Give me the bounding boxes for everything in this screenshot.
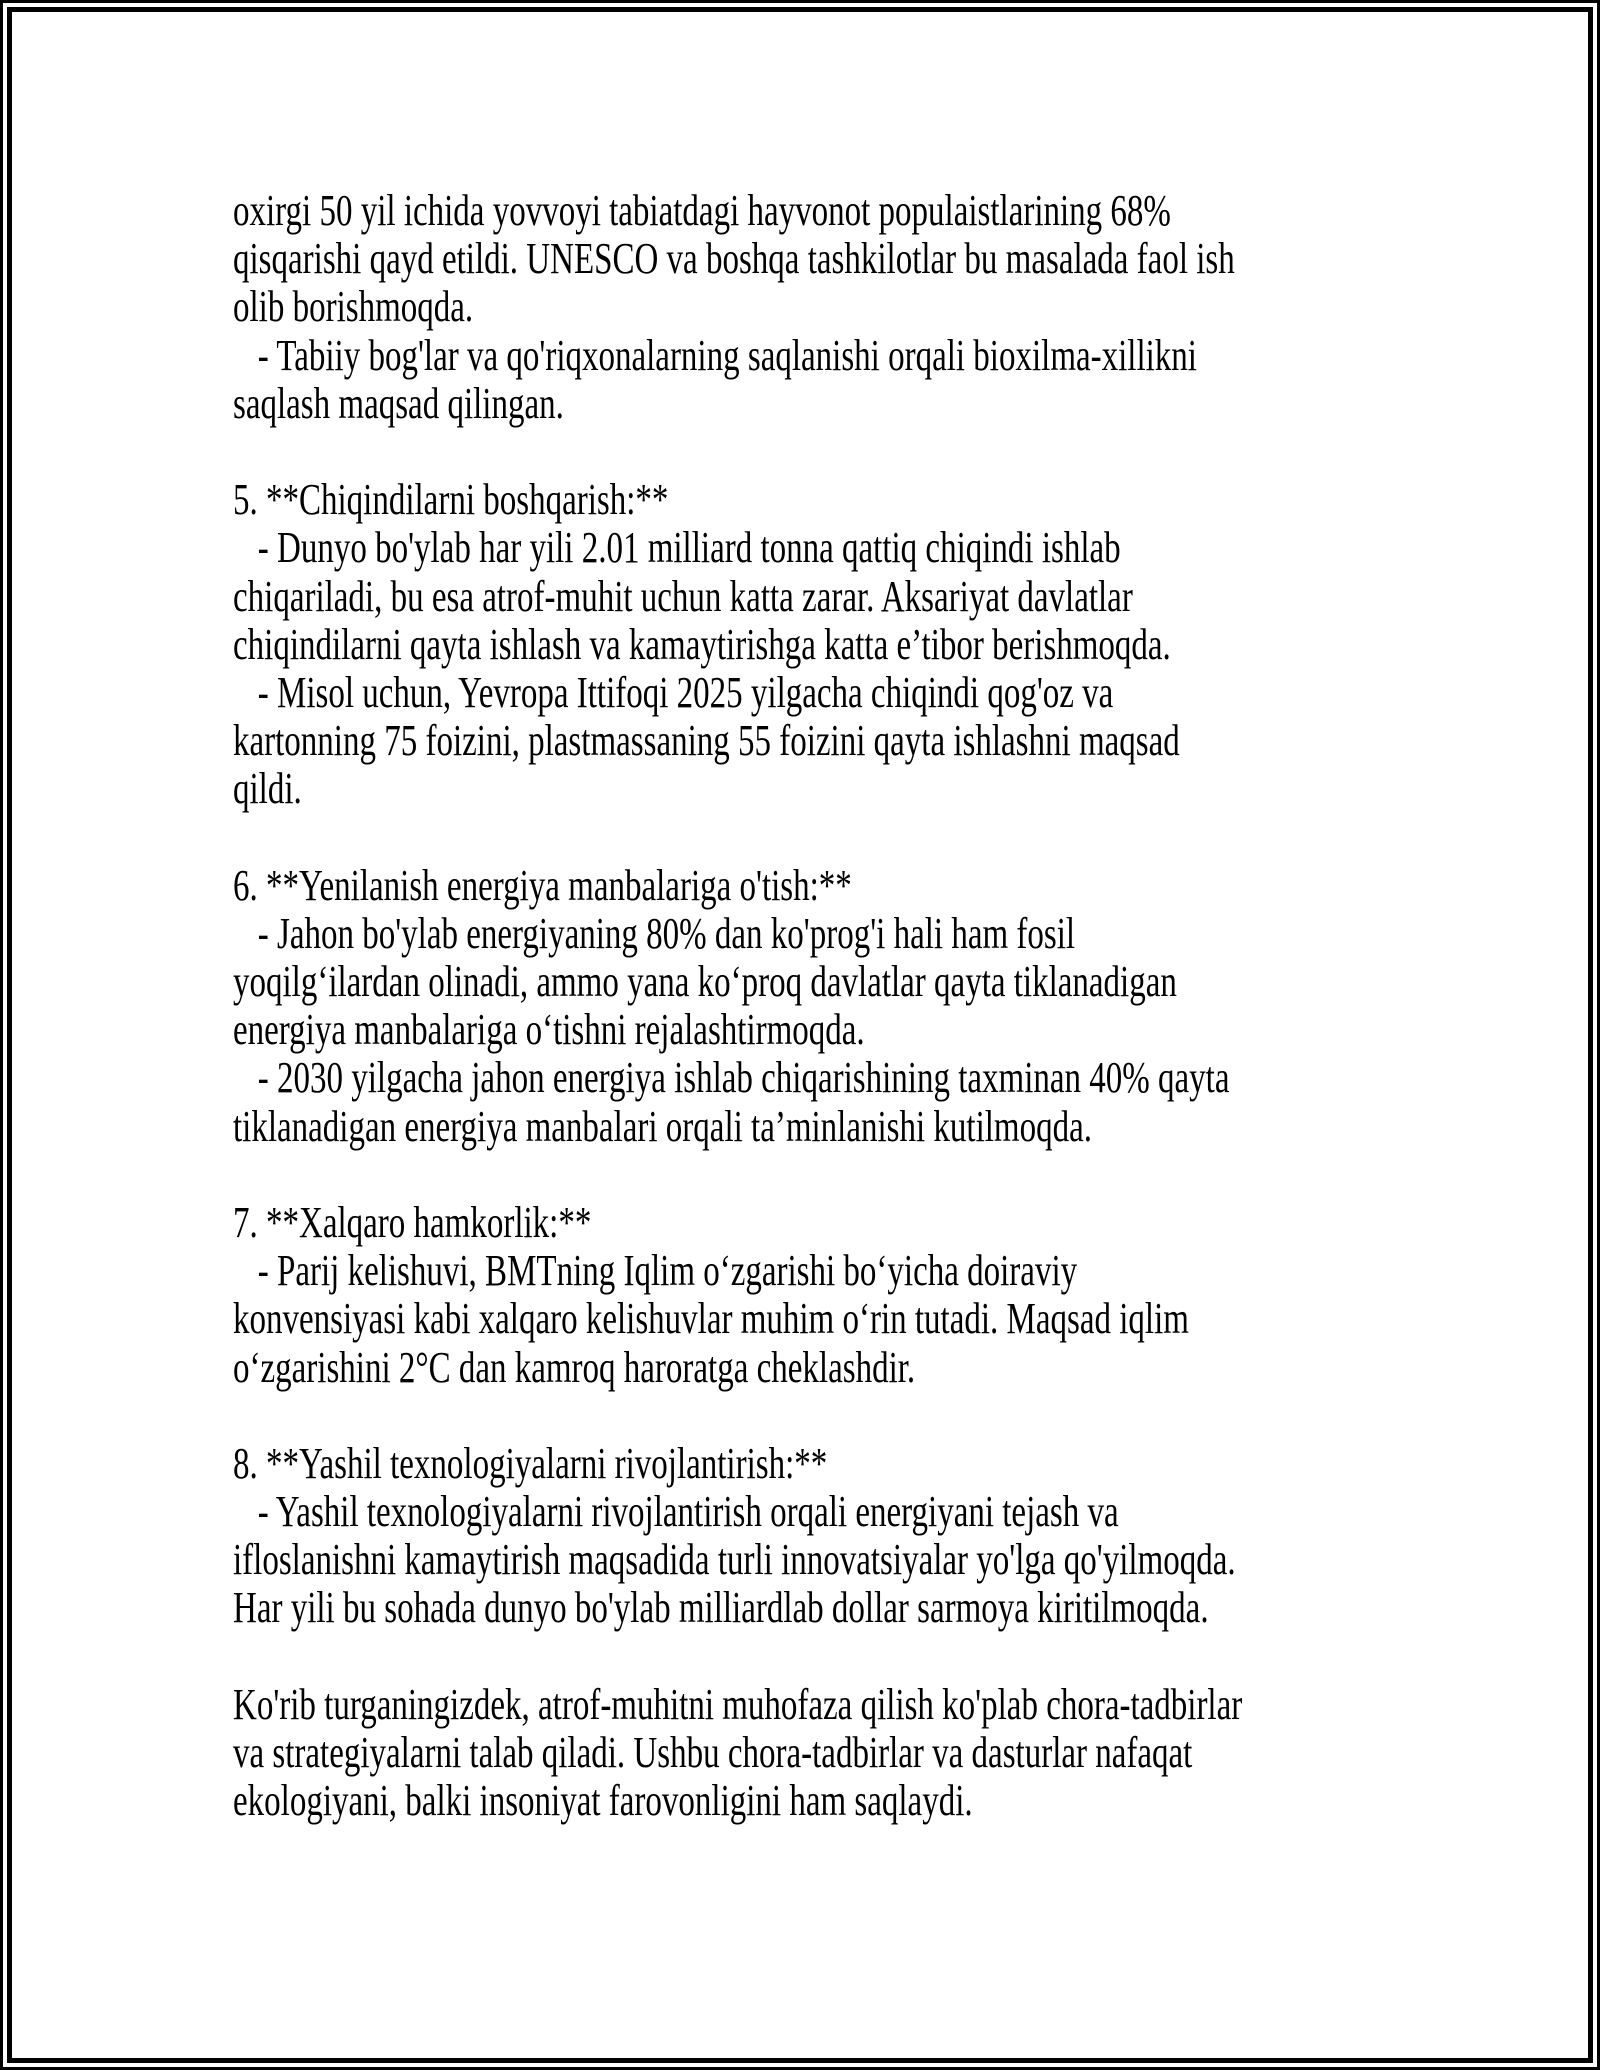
text-line: - Tabiiy bog'lar va qo'riqxonalarning saqlanishi orqali bioxilma-xillikni [233, 330, 1197, 380]
text-line: - Parij kelishuvi, BMTning Iqlim o‘zgarishi bo‘yicha doiraviy [233, 1246, 1078, 1296]
text-line: chiqariladi, bu esa atrof-muhit uchun katta zarar. Aksariyat davlatlar [233, 571, 1133, 621]
text-line: olib borishmoqda. [233, 282, 474, 332]
text-line: o‘zgarishini 2°C dan kamroq haroratga cheklashdir. [233, 1342, 916, 1392]
text-line: - Dunyo bo'ylab har yili 2.01 milliard tonna qattiq chiqindi ishlab [233, 523, 1121, 573]
text-line: qisqarishi qayd etildi. UNESCO va boshqa tashkilotlar bu masalada faol ish [233, 234, 1235, 284]
text-line: tiklanadigan energiya manbalari orqali ta’minlanishi kutilmoqda. [233, 1101, 1092, 1151]
text-line: konvensiyasi kabi xalqaro kelishuvlar muhim o‘rin tutadi. Maqsad iqlim [233, 1294, 1189, 1344]
text-line: oxirgi 50 yil ichida yovvoyi tabiatdagi hayvonot populaistlarining 68% [233, 186, 1171, 235]
heading-line: 8. **Yashil texnologiyalarni rivojlantirish:** [233, 1438, 828, 1488]
text-line: ifloslanishni kamaytirish maqsadida turli innovatsiyalar yo'lga qo'yilmoqda. [233, 1535, 1236, 1585]
text-line: va strategiyalarni talab qiladi. Ushbu chora-tadbirlar va dasturlar nafaqat [233, 1728, 1193, 1777]
blank-line [233, 1151, 1358, 1199]
blank-line [233, 428, 1358, 476]
text-line: kartonning 75 foizini, plastmassaning 55 foizini qayta ishlashni maqsad [233, 716, 1180, 766]
text-line: - Jahon bo'ylab energiyaning 80% dan ko'prog'i hali ham fosil [233, 908, 1076, 958]
heading-line: 6. **Yenilanish energiya manbalariga o'tish:** [233, 860, 852, 910]
text-line: - Misol uchun, Yevropa Ittifoqi 2025 yilgacha chiqindi qog'oz va [233, 667, 1114, 717]
text-line: energiya manbalariga o‘tishni rejalashtirmoqda. [233, 1005, 865, 1055]
text-line: saqlash maqsad qilingan. [233, 378, 564, 428]
text-line: - Yashil texnologiyalarni rivojlantirish orqali energiyani tejash va [233, 1487, 1119, 1537]
document-text [233, 187, 1358, 1825]
blank-line [233, 1392, 1358, 1440]
text-line: chiqindilarni qayta ishlash va kamaytirishga katta e’tibor berishmoqda. [233, 619, 1171, 669]
text-line: qildi. [233, 764, 302, 814]
blank-line [233, 1633, 1358, 1681]
text-line: Ko'rib turganingizdek, atrof-muhitni muhofaza qilish ko'plab chora-tadbirlar [233, 1679, 1243, 1729]
text-line: yoqilg‘ilardan olinadi, ammo yana ko‘proq davlatlar qayta tiklanadigan [233, 957, 1177, 1006]
text-line: ekologiyani, balki insoniyat farovonligini ham saqlaydi. [233, 1776, 973, 1826]
heading-line: 5. **Chiqindilarni boshqarish:** [233, 475, 669, 525]
blank-line [233, 813, 1358, 861]
text-line: Har yili bu sohada dunyo bo'ylab milliardlab dollar sarmoya kiritilmoqda. [233, 1583, 1209, 1633]
text-line: - 2030 yilgacha jahon energiya ishlab chiqarishining taxminan 40% qayta [233, 1053, 1230, 1103]
heading-line: 7. **Xalqaro hamkorlik:** [233, 1197, 592, 1247]
